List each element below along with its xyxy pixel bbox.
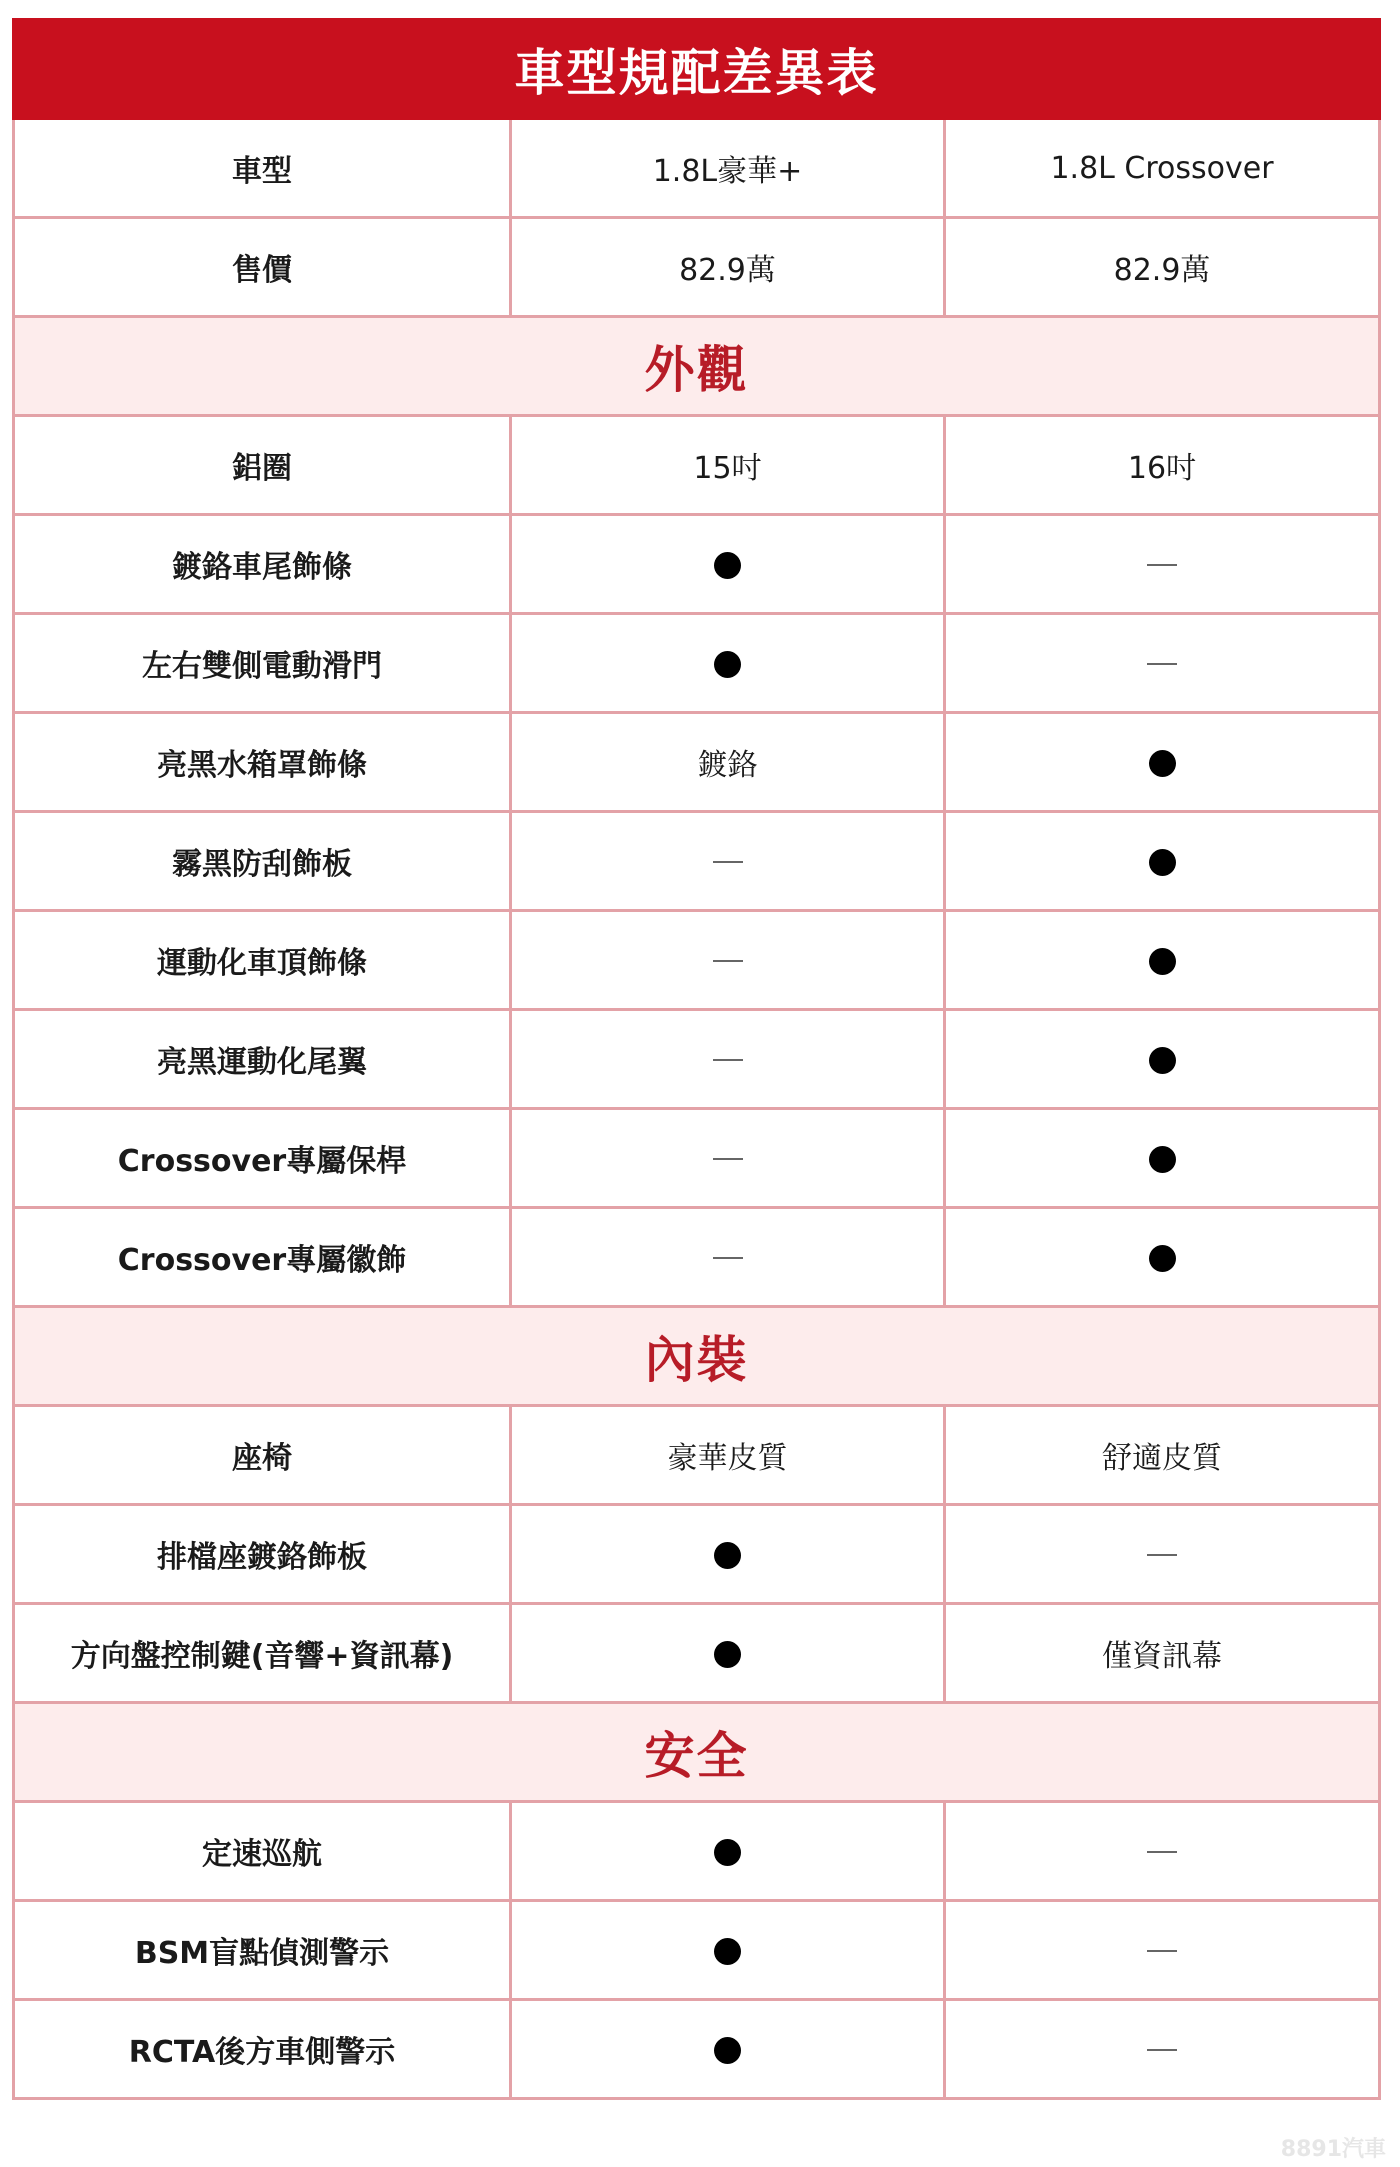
crossover-value-cell <box>945 713 1380 812</box>
spec-label: 定速巡航 <box>14 1802 511 1901</box>
spec-row <box>14 2000 1380 2099</box>
not-available-dash-icon <box>713 861 743 863</box>
luxury-plus-value-cell <box>511 1802 945 1901</box>
luxury-plus-value: 15吋 <box>511 416 945 515</box>
standard-equipped-dot-icon <box>1149 849 1176 876</box>
spec-label: 運動化車頂飾條 <box>14 911 511 1010</box>
not-available-dash-icon <box>1147 564 1177 566</box>
luxury-plus-value-cell <box>511 2000 945 2099</box>
not-available-dash-icon <box>713 1257 743 1259</box>
luxury-plus-value-cell <box>511 1208 945 1307</box>
not-available-dash-icon <box>1147 1554 1177 1556</box>
standard-equipped-dot-icon <box>714 1542 741 1569</box>
spec-row <box>14 1802 1380 1901</box>
crossover-value-cell <box>945 911 1380 1010</box>
spec-row <box>14 1010 1380 1109</box>
not-available-dash-icon <box>1147 663 1177 665</box>
standard-equipped-dot-icon <box>714 1641 741 1668</box>
spec-row <box>14 1505 1380 1604</box>
section-header-row <box>14 1307 1380 1406</box>
spec-label: RCTA後方車側警示 <box>14 2000 511 2099</box>
luxury-plus-value-cell <box>511 812 945 911</box>
standard-equipped-dot-icon <box>714 651 741 678</box>
luxury-plus-value-cell <box>511 1109 945 1208</box>
table-body <box>14 20 1380 2099</box>
crossover-value: 舒適皮質 <box>945 1406 1380 1505</box>
spec-label: BSM盲點偵測警示 <box>14 1901 511 2000</box>
crossover-value-cell <box>945 1802 1380 1901</box>
crossover-value-cell <box>945 515 1380 614</box>
standard-equipped-dot-icon <box>1149 1047 1176 1074</box>
standard-equipped-dot-icon <box>714 2037 741 2064</box>
watermark: 8891汽車 <box>1280 2137 1386 2162</box>
crossover-value: 僅資訊幕 <box>945 1604 1380 1703</box>
spec-row <box>14 812 1380 911</box>
standard-equipped-dot-icon <box>1149 1146 1176 1173</box>
not-available-dash-icon <box>1147 2049 1177 2051</box>
spec-row <box>14 119 1380 218</box>
spec-row <box>14 1604 1380 1703</box>
spec-row <box>14 1208 1380 1307</box>
spec-row <box>14 1109 1380 1208</box>
spec-label: 排檔座鍍鉻飾板 <box>14 1505 511 1604</box>
luxury-plus-value-cell <box>511 1010 945 1109</box>
spec-row <box>14 416 1380 515</box>
spec-row <box>14 911 1380 1010</box>
table-title: 車型規配差異表 <box>14 20 1380 119</box>
not-available-dash-icon <box>1147 1851 1177 1853</box>
luxury-plus-value: 豪華皮質 <box>511 1406 945 1505</box>
crossover-value: 16吋 <box>945 416 1380 515</box>
crossover-value-cell <box>945 2000 1380 2099</box>
crossover-value-cell <box>945 1208 1380 1307</box>
spec-label: 鍍鉻車尾飾條 <box>14 515 511 614</box>
section-title: 外觀 <box>14 317 1380 416</box>
spec-label: 車型 <box>14 119 511 218</box>
luxury-plus-value-cell <box>511 911 945 1010</box>
section-header-row <box>14 1703 1380 1802</box>
crossover-value-cell <box>945 1010 1380 1109</box>
crossover-value-cell <box>945 812 1380 911</box>
spec-row <box>14 713 1380 812</box>
crossover-value-cell <box>945 614 1380 713</box>
luxury-plus-value: 1.8L豪華+ <box>511 119 945 218</box>
not-available-dash-icon <box>1147 1950 1177 1952</box>
standard-equipped-dot-icon <box>714 1938 741 1965</box>
spec-label: Crossover專屬保桿 <box>14 1109 511 1208</box>
not-available-dash-icon <box>713 1059 743 1061</box>
spec-label: 霧黑防刮飾板 <box>14 812 511 911</box>
spec-comparison-table <box>12 18 1381 2100</box>
spec-label: 左右雙側電動滑門 <box>14 614 511 713</box>
not-available-dash-icon <box>713 960 743 962</box>
standard-equipped-dot-icon <box>1149 948 1176 975</box>
luxury-plus-value-cell <box>511 1604 945 1703</box>
luxury-plus-value-cell <box>511 1901 945 2000</box>
spec-row <box>14 1406 1380 1505</box>
section-title: 內裝 <box>14 1307 1380 1406</box>
section-header-row <box>14 317 1380 416</box>
crossover-value-cell <box>945 1109 1380 1208</box>
not-available-dash-icon <box>713 1158 743 1160</box>
spec-row <box>14 614 1380 713</box>
luxury-plus-value-cell <box>511 1505 945 1604</box>
spec-row <box>14 218 1380 317</box>
spec-label: Crossover專屬徽飾 <box>14 1208 511 1307</box>
spec-label: 售價 <box>14 218 511 317</box>
spec-row <box>14 515 1380 614</box>
spec-row <box>14 1901 1380 2000</box>
luxury-plus-value-cell <box>511 515 945 614</box>
crossover-value-cell <box>945 1901 1380 2000</box>
standard-equipped-dot-icon <box>1149 750 1176 777</box>
title-row <box>14 20 1380 119</box>
luxury-plus-value-cell <box>511 614 945 713</box>
standard-equipped-dot-icon <box>714 552 741 579</box>
crossover-value: 1.8L Crossover <box>945 119 1380 218</box>
section-title: 安全 <box>14 1703 1380 1802</box>
spec-label: 鋁圈 <box>14 416 511 515</box>
luxury-plus-value: 82.9萬 <box>511 218 945 317</box>
crossover-value-cell <box>945 1505 1380 1604</box>
spec-label: 亮黑水箱罩飾條 <box>14 713 511 812</box>
luxury-plus-value: 鍍鉻 <box>511 713 945 812</box>
spec-label: 座椅 <box>14 1406 511 1505</box>
spec-label: 亮黑運動化尾翼 <box>14 1010 511 1109</box>
spec-label: 方向盤控制鍵(音響+資訊幕) <box>14 1604 511 1703</box>
crossover-value: 82.9萬 <box>945 218 1380 317</box>
standard-equipped-dot-icon <box>714 1839 741 1866</box>
standard-equipped-dot-icon <box>1149 1245 1176 1272</box>
